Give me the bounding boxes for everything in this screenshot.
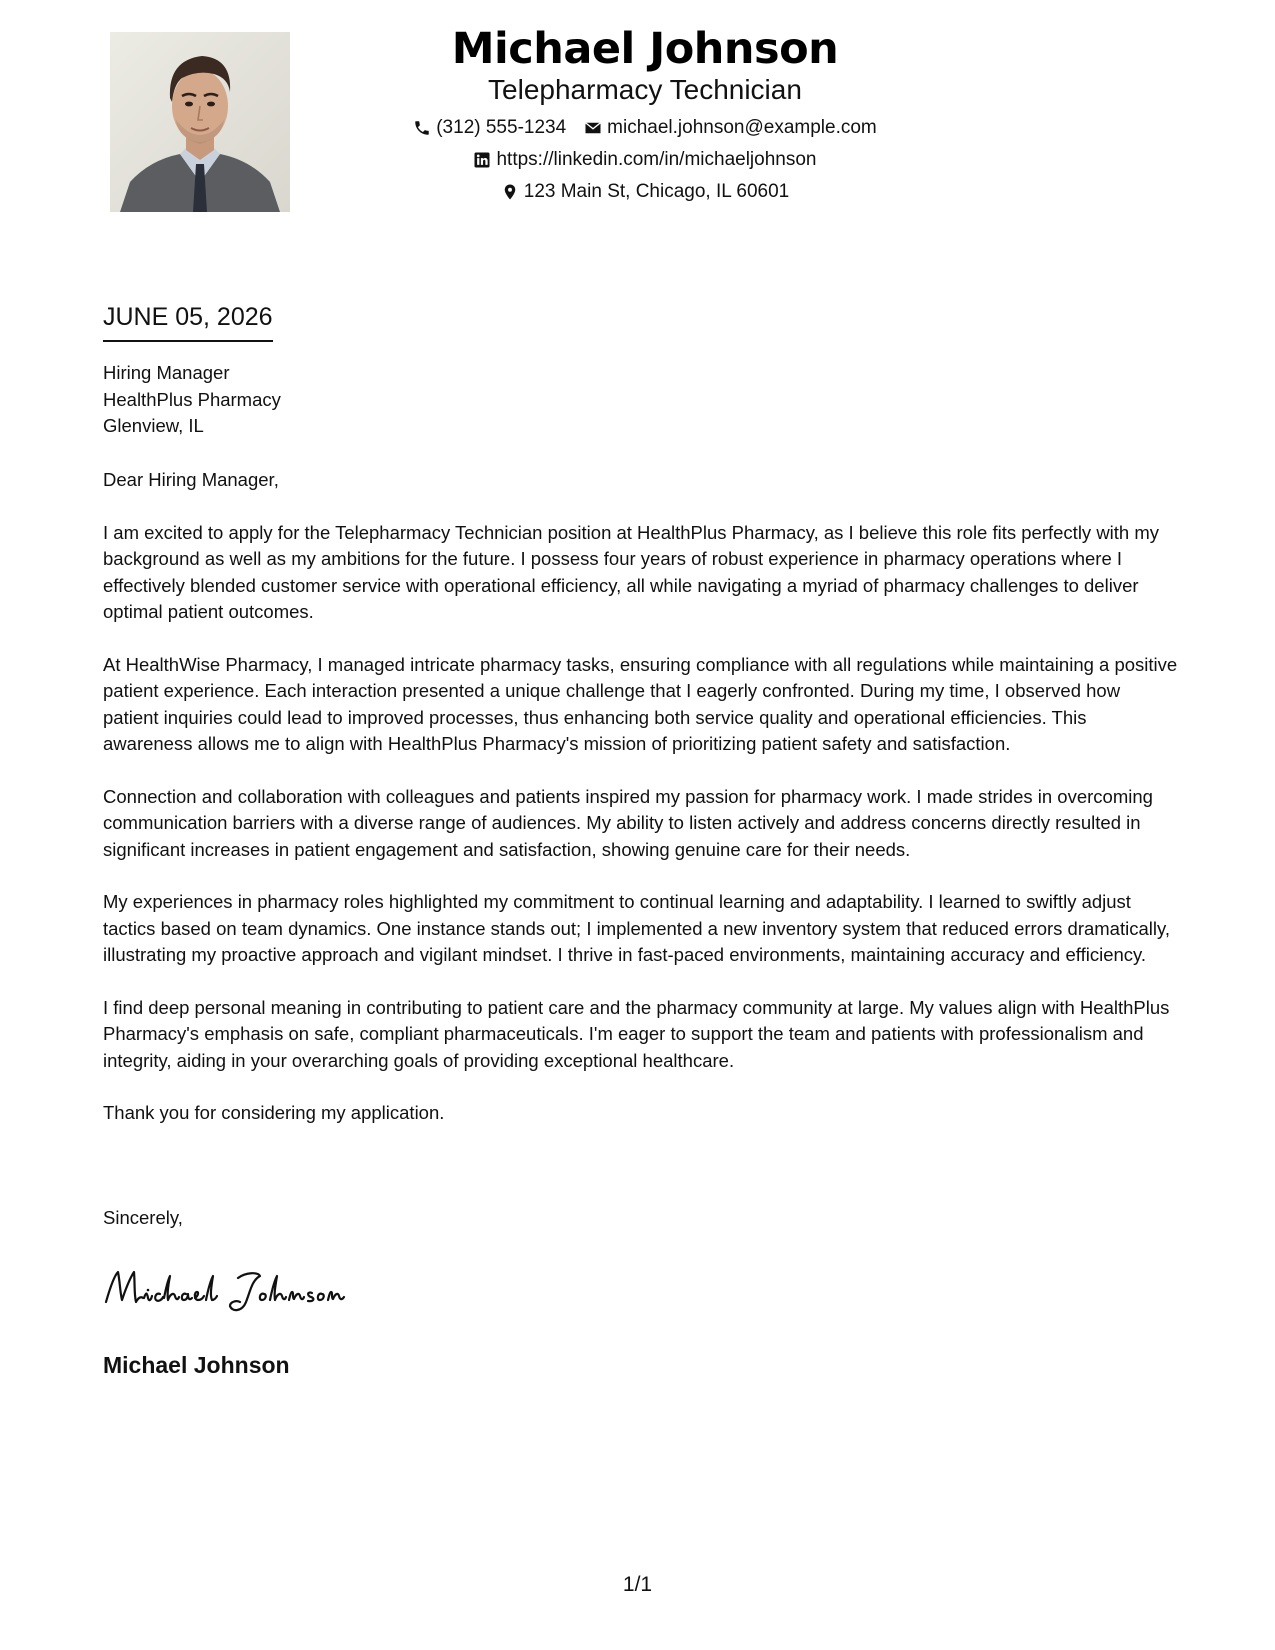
body-paragraph: My experiences in pharmacy roles highlighted my commitment to continual learning and adaptability. I learned to swiftly adjust tactics based on team dynamics. One instance stands out; I implemented a new inventory system that reduced errors dramatically, illustrating my proactive approach and vigilant mindset. I thrive in fast-paced environments, maintaining accuracy and efficiency. <box>103 891 1170 965</box>
contact-line-address <box>340 176 950 208</box>
map-pin-icon <box>501 183 519 201</box>
page-indicator: 1/1 <box>622 1573 653 1596</box>
body-paragraph: At HealthWise Pharmacy, I managed intricate pharmacy tasks, ensuring compliance with all regulations while maintaining a positive patient experience. Each interaction presented a unique challenge that I eagerly confronted. During my time, I observed how patient inquiries could lead to improved processes, thus enhancing both service quality and operational efficiencies. This awareness allows me to align with HealthPlus Pharmacy's mission of prioritizing patient safety and satisfaction. <box>103 653 1178 754</box>
phone-contact <box>413 112 566 144</box>
job-title: Telepharmacy Technician <box>488 74 802 105</box>
body-paragraph: I find deep personal meaning in contributing to patient care and the pharmacy community at large. My values align with HealthPlus Pharmacy's emphasis on safe, compliant pharmaceuticals. I'm eager to support the team and patients with professionalism and integrity, aiding in your overarching goals of providing exceptional healthcare. <box>103 996 1170 1071</box>
linkedin-url[interactable]: https://linkedin.com/in/michaeljohnson <box>496 149 817 170</box>
email-contact <box>584 112 877 144</box>
linkedin-icon <box>473 151 491 169</box>
applicant-name: Michael Johnson <box>451 24 839 74</box>
address-contact <box>501 176 789 208</box>
salutation: Dear Hiring Manager, <box>103 469 279 490</box>
signer-name: Michael Johnson <box>103 1352 290 1378</box>
thank-you-line: Thank you for considering my application. <box>103 1102 445 1123</box>
letter-date: JUNE 05, 2026 <box>103 300 273 342</box>
body-paragraph: Connection and collaboration with colleagues and patients inspired my passion for pharmacy work. I made strides in overcoming communication barriers with a diverse range of audiences. My ability to listen actively and address concerns directly resulted in significant increases in patient engagement and satisfaction, showing genuine care for their needs. <box>103 785 1153 860</box>
recipient-location: Glenview, IL <box>103 415 204 436</box>
street-address: 123 Main St, Chicago, IL 60601 <box>523 181 790 202</box>
recipient-name: Hiring Manager <box>103 362 230 383</box>
email-address[interactable]: michael.johnson@example.com <box>607 117 877 138</box>
phone-icon <box>413 119 431 137</box>
letter-body <box>103 467 1178 1153</box>
envelope-icon <box>584 119 602 137</box>
body-paragraph: I am excited to apply for the Telepharmacy Technician position at HealthPlus Pharmacy, as I believe this role fits perfectly with my background as well as my ambitions for the future. I possess four years of robust experience in pharmacy operations where I effectively blended customer service with operational efficiency, all while navigating a myriad of pharmacy challenges to deliver optimal patient outcomes. <box>103 521 1160 622</box>
phone-number: (312) 555-1234 <box>436 117 567 138</box>
recipient-block <box>103 360 281 440</box>
linkedin-contact <box>473 144 816 176</box>
header <box>340 22 950 208</box>
contact-line-phone-email <box>340 112 950 144</box>
handwritten-signature <box>100 1258 370 1318</box>
profile-photo <box>110 32 290 212</box>
recipient-company: HealthPlus Pharmacy <box>103 388 281 410</box>
closing: Sincerely, <box>103 1207 183 1228</box>
contact-line-linkedin <box>340 144 950 176</box>
